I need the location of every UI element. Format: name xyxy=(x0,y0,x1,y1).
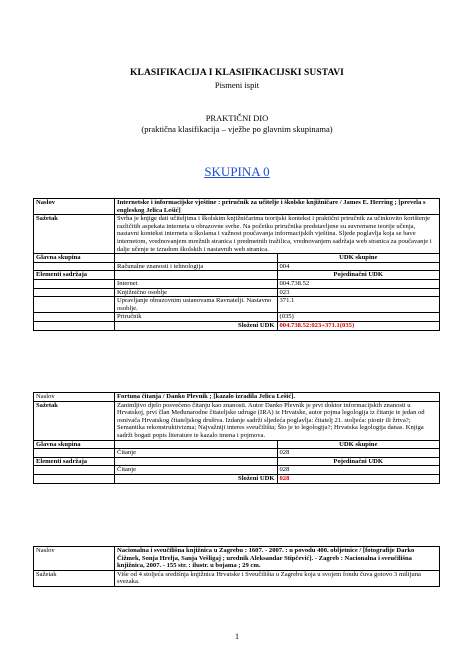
table-cell-empty xyxy=(34,279,115,288)
pojedinacni-label: Pojedinačni UDK xyxy=(277,271,440,280)
naslov-value: Fortuna čitanja / Danko Plevnik ; [kazalo izradila Jelica Lešić]. xyxy=(115,393,440,402)
elementi-label: Elementi sadržaja xyxy=(34,271,115,280)
naslov-label: Naslov xyxy=(34,393,115,402)
udk-skupine-label: UDK skupine xyxy=(277,254,440,263)
pojedinacni-label: Pojedinačni UDK xyxy=(277,457,440,466)
elementi-label: Elementi sadržaja xyxy=(34,457,115,466)
udk-skupine-label: UDK skupine xyxy=(277,440,440,449)
glavna-label: Glavna skupina xyxy=(34,254,115,263)
sazetak-label: Sažetak xyxy=(34,401,115,440)
record-table-2 xyxy=(33,392,440,484)
glavna-udk: 028 xyxy=(277,449,440,458)
glavna-empty xyxy=(115,254,278,263)
section-heading: PRAKTIČNI DIO xyxy=(205,113,269,123)
table-cell-empty xyxy=(34,321,115,330)
slozeni-label: Složeni UDK xyxy=(115,321,278,330)
table-cell-empty xyxy=(34,288,115,297)
group-heading: SKUPINA 0 xyxy=(204,164,270,179)
sazetak-label: Sažetak xyxy=(34,570,115,586)
sazetak-label: Sažetak xyxy=(34,215,115,254)
element-udk: 004.738.52 xyxy=(277,279,440,288)
element-udk: 028 xyxy=(277,466,440,475)
glavna-empty xyxy=(115,440,278,449)
element-name: Upravljanje obrazovnim ustanovama Ravnatelji. Nastavno osoblje. xyxy=(115,297,278,313)
table-cell-empty xyxy=(34,262,115,271)
naslov-label: Naslov xyxy=(34,199,115,215)
slozeni-value: 028 xyxy=(277,474,440,483)
table-cell-empty xyxy=(34,449,115,458)
table-cell-empty xyxy=(34,474,115,483)
sazetak-value: Više od 4 stoljeća središnja knjižnica Hrvatske i Sveučilišta u Zagrebu koja u svojem fondu čuva gotovo 3 milijuna svezaka. xyxy=(115,570,440,586)
element-udk: 371.1 xyxy=(277,297,440,313)
element-udk: (035) xyxy=(277,313,440,322)
record-table-3 xyxy=(33,546,440,587)
document-title: KLASIFIKACIJA I KLASIFIKACIJSKI SUSTAVI xyxy=(130,68,344,78)
element-name: Internet xyxy=(115,279,278,288)
sazetak-value: Zanimljivo djelo posvećeno čitanju kao znanosti. Autor Danko Plevnik je prvi doktor informacijskih znanosti u Hrvatskoj, prvi član Međunarodne čitateljske udruge (IRA) iz Hrvatske, autor pojma legologija iz čitanje te jedan od osnivača Hrvatskog čitateljskog društva. Izdanje sadrži sljedeća poglavlja: čitatelj 21. stoljeća: pionir ili žrtva?; Semantika rekonstruktivizma; Najvažniji interes sveučilišta; Što je to legologija?; Hrvatska legologija danas. Knjiga sadrži bogati popis literature te kazalo imena i pojmova. xyxy=(115,401,440,440)
slozeni-value: 004.738.52:023+371.1(035) xyxy=(277,321,440,330)
document-subtitle: Pismeni ispit xyxy=(214,80,260,90)
glavna-label: Glavna skupina xyxy=(34,440,115,449)
elementi-empty xyxy=(115,271,278,280)
naslov-value: Nacionalna i sveučilišna knjižnica u Zagrebu : 1607. - 2007. : u povodu 400. obljetnice / [fotografije Darko Čižmek, Sonja Hrelja, Sanja Vešligaj ; urednik Aleksandar Stipčević]. - Zagreb : Nacionalna i sveučilišna knjižnica, 2007. - 155 str. : ilustr. u bojama ; 29 cm. xyxy=(115,547,440,571)
element-name: Priručnik xyxy=(115,313,278,322)
glavna-name: Računalne znanosti i tehnologija xyxy=(115,262,278,271)
table-cell-empty xyxy=(34,466,115,475)
table-cell-empty xyxy=(34,313,115,322)
record-table-1 xyxy=(33,198,440,331)
element-name: Knjižnično osoblje xyxy=(115,288,278,297)
section-subheading: (praktična klasifikacija – vježbe po glavnim skupinama) xyxy=(141,124,333,134)
glavna-udk: 004 xyxy=(277,262,440,271)
elementi-empty xyxy=(115,457,278,466)
naslov-value: Internetske i informacijske vještine : priručnik za učitelje i školske knjižničare / James E. Herring ; [prevela s engleskog Jelica Lešić] xyxy=(115,199,440,215)
table-cell-empty xyxy=(34,297,115,313)
page-number: 1 xyxy=(235,632,239,641)
element-name: Čitanje xyxy=(115,466,278,475)
sazetak-value: Svrha je knjige dati učiteljima i školskim knjižničarima teorijski kontekst i praktični priručnik za učinkovito korištenje različitih aspekata interneta u obrazovne svrhe. Na početku priručnika predstavljene su suvremene teorije učenja, nastavni kontekst interneta u školama i važnost poučavanja informacijskih vještina. Sljede poglavlja koja se bave internetom, vrednovanjem mrežnih stranica i predmetnih tražilica, vrednovanjem sadržaja web stranica za poučavanje i dalje učenje te izradom školskih i nastavnih web stranica. xyxy=(115,215,440,254)
glavna-name: Čitanje xyxy=(115,449,278,458)
element-udk: 023 xyxy=(277,288,440,297)
slozeni-label: Složeni UDK xyxy=(115,474,278,483)
naslov-label: Naslov xyxy=(34,547,115,571)
